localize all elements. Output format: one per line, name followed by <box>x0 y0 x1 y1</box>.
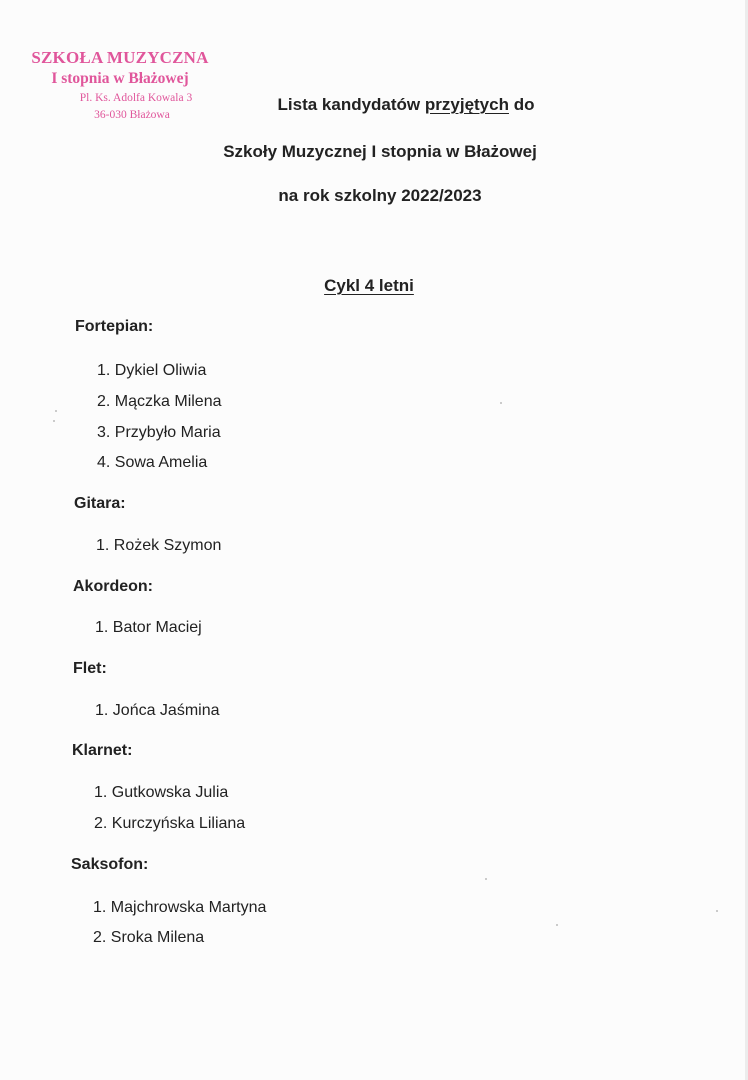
list-item: 1. Jońca Jaśmina <box>95 702 220 719</box>
heading-line-1 <box>0 95 748 115</box>
list-item: 1. Gutkowska Julia <box>94 784 229 801</box>
heading-line-2: Szkoły Muzycznej I stopnia w Błażowej <box>223 142 537 161</box>
scan-speck <box>53 420 55 422</box>
scan-speck <box>500 402 502 404</box>
section-title-flet: Flet: <box>73 660 107 677</box>
stamp-line-4: 36-030 Błażowa <box>94 109 170 121</box>
scan-speck <box>556 924 558 926</box>
list-item: 1. Dykiel Oliwia <box>97 362 207 379</box>
list-item: 1. Rożek Szymon <box>96 537 222 554</box>
cycle-heading <box>0 276 748 296</box>
list-item: 1. Bator Maciej <box>95 619 202 636</box>
stamp-line-3: Pl. Ks. Adolfa Kowala 3 <box>79 92 193 104</box>
cycle-label: Cykl 4 letni <box>324 276 414 295</box>
list-item: 1. Majchrowska Martyna <box>93 899 267 916</box>
list-item: 4. Sowa Amelia <box>97 454 208 471</box>
heading-line-1-pre: Lista kandydatów <box>277 95 425 114</box>
stamp-line-1: SZKOŁA MUZYCZNA <box>31 48 209 67</box>
scan-speck <box>716 910 718 912</box>
section-title-fortepian: Fortepian: <box>75 318 154 335</box>
scan-speck <box>485 878 487 880</box>
list-item: 2. Mączka Milena <box>97 393 222 410</box>
scan-speck <box>55 410 57 412</box>
list-item: 3. Przybyło Maria <box>97 424 221 441</box>
section-title-klarnet: Klarnet: <box>72 742 133 759</box>
list-item: 2. Sroka Milena <box>93 929 205 946</box>
heading-line-3: na rok szkolny 2022/2023 <box>278 186 482 205</box>
section-title-gitara: Gitara: <box>74 495 126 512</box>
section-title-saksofon: Saksofon: <box>71 856 149 873</box>
heading-line-1-post: do <box>508 95 535 114</box>
list-item: 2. Kurczyńska Liliana <box>94 815 246 832</box>
stamp-line-2: I stopnia w Błażowej <box>51 70 189 87</box>
heading-line-1-underlined: przyjętych <box>424 95 509 114</box>
section-title-akordeon: Akordeon: <box>73 578 153 595</box>
